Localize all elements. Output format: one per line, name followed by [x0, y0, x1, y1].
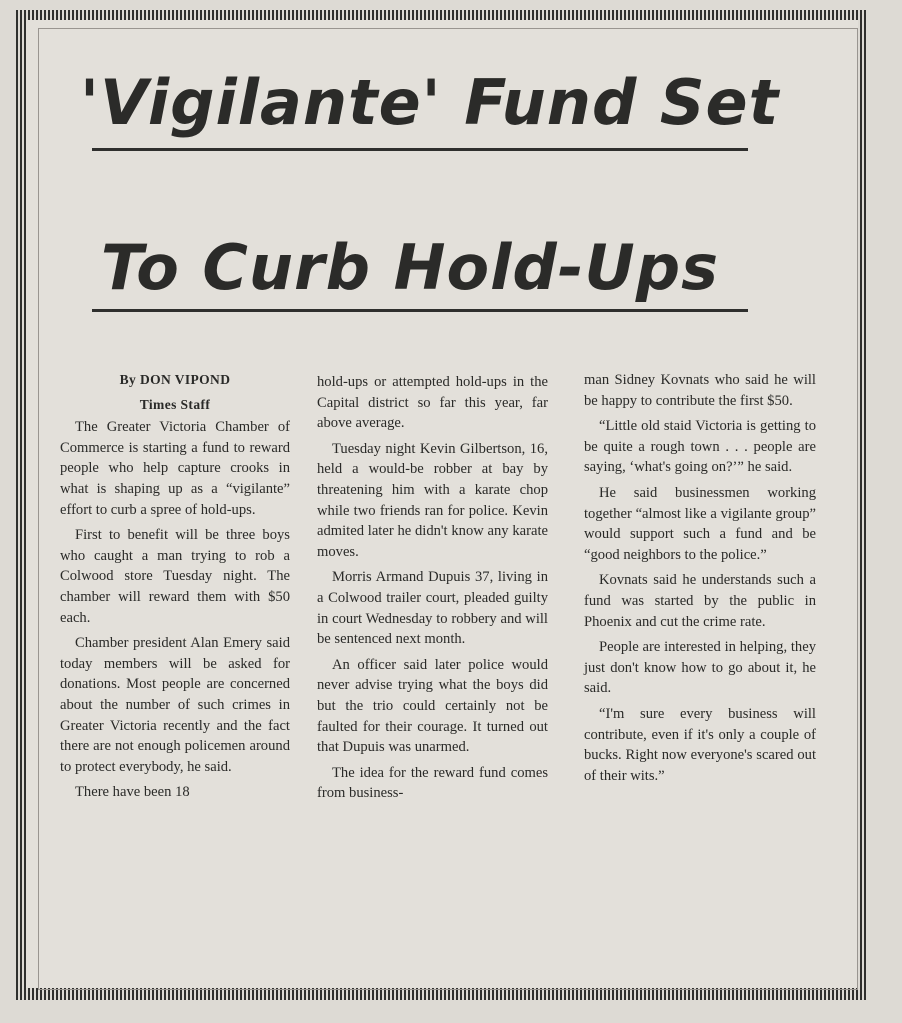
paragraph: Chamber president Alan Emery said today members will be asked for donations. Most people are concerned about the number of such crimes in Greater Victoria recently and the fact there are not enough policemen around to protect everybody, he said. — [60, 635, 290, 775]
headline-line-1: 'Vigilante' Fund Set — [80, 66, 780, 139]
article-column-1 — [60, 360, 290, 803]
paragraph: People are interested in helping, they just don't know how to go about it, he said. — [584, 639, 816, 697]
paragraph: He said businessmen working together “almost like a vigilante group” would support such a fund and be “good neighbors to the police.” — [584, 484, 816, 563]
paragraph: First to benefit will be three boys who caught a man trying to rob a Colwood store Tuesday night. The chamber will reward them with $50 each. — [60, 527, 290, 626]
paragraph: man Sidney Kovnats who said he will be happy to contribute the first $50. — [584, 372, 816, 409]
headline-rule-1 — [92, 148, 748, 151]
paragraph: Morris Armand Dupuis 37, living in a Colwood trailer court, pleaded guilty in court Wednesday to robbery and will be sentenced next month. — [317, 569, 548, 648]
paragraph: The Greater Victoria Chamber of Commerce is starting a fund to reward people who help capture crooks in what is shaping up as a “vigilante” effort to curb a spree of hold-ups. — [60, 419, 290, 518]
paragraph: Kovnats said he understands such a fund was started by the public in Phoenix and cut the crime rate. — [584, 572, 816, 630]
article-column-2 — [317, 372, 548, 804]
paragraph: An officer said later police would never advise trying what the boys did but the trio could certainly not be faulted for their courage. It turned out that Dupuis was unarmed. — [317, 656, 548, 756]
headline-line-2: To Curb Hold-Ups — [100, 231, 720, 304]
article-column-3 — [584, 370, 816, 786]
paragraph: hold-ups or attempted hold-ups in the Capital district so far this year, far above average. — [317, 374, 548, 432]
staff-credit: Times Staff — [139, 396, 211, 412]
paragraph: Tuesday night Kevin Gilbertson, 16, held a would-be robber at bay by threatening him with a karate chop while two friends ran for police. Kevin admited later he didn't know any karate moves. — [317, 440, 548, 560]
byline: By DON VIPOND — [119, 372, 231, 387]
headline-rule-2 — [92, 309, 748, 312]
paragraph: There have been 18 — [75, 784, 190, 801]
paragraph: The idea for the reward fund comes from business- — [317, 764, 548, 802]
paragraph: “Little old staid Victoria is getting to be quite a rough town . . . people are saying, ‘what's going on?’” he said. — [584, 418, 816, 476]
paragraph: “I'm sure every business will contribute, even if it's only a couple of bucks. Right now everyone's scared out of their wits.” — [584, 705, 816, 784]
